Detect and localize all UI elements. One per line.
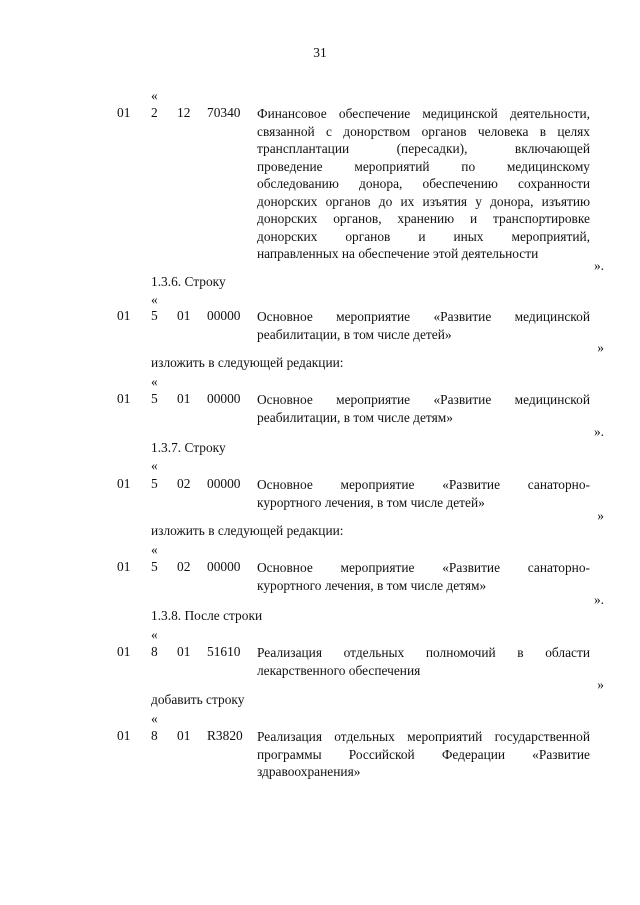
row-description — [257, 308, 590, 343]
description-line: донорских органов и иных мероприятий, — [257, 228, 590, 244]
code-subprogram: 01 — [177, 391, 191, 406]
description-line: связанной с донорством органов человека в целях — [257, 123, 590, 139]
description-line: Реализация отдельных мероприятий государственной — [257, 729, 590, 744]
open-quote: « — [151, 542, 158, 557]
close-quote: ». — [593, 258, 604, 273]
code-program: 2 — [151, 105, 158, 120]
code-program: 5 — [151, 559, 158, 574]
description-line: Основное мероприятие «Развитие санаторно- — [257, 477, 590, 492]
open-quote: « — [151, 711, 158, 726]
description-line: программы Российской Федерации «Развитие — [257, 746, 590, 762]
code-subprogram: 01 — [177, 308, 191, 323]
row-description — [257, 105, 590, 263]
edit-instruction: изложить в следующей редакции: — [151, 523, 344, 538]
code-subprogram: 02 — [177, 559, 191, 574]
open-quote: « — [151, 374, 158, 389]
code-direction: R3820 — [207, 728, 243, 743]
description-line: здравоохранения» — [257, 764, 361, 779]
description-line: Реализация отдельных полномочий в области — [257, 645, 590, 660]
code-direction: 00000 — [207, 391, 241, 406]
code-direction: 00000 — [207, 559, 241, 574]
item-heading: 1.3.6. Строку — [151, 274, 226, 289]
row-description — [257, 391, 590, 426]
item-heading: 1.3.7. Строку — [151, 440, 226, 455]
code-section: 01 — [117, 559, 131, 574]
description-line: реабилитации, в том числе детям» — [257, 409, 453, 425]
code-section: 01 — [117, 476, 131, 491]
open-quote: « — [151, 458, 158, 473]
close-quote: ». — [593, 592, 604, 607]
open-quote: « — [151, 627, 158, 642]
description-line: направленных на обеспечение этой деятельности — [257, 246, 539, 261]
code-section: 01 — [117, 308, 131, 323]
code-section: 01 — [117, 105, 131, 120]
description-line: Основное мероприятие «Развитие медицинской — [257, 309, 590, 324]
code-section: 01 — [117, 391, 131, 406]
close-quote: » — [597, 677, 604, 692]
description-line: Финансовое обеспечение медицинской деятельности, — [257, 106, 590, 121]
code-section: 01 — [117, 644, 131, 659]
open-quote: « — [151, 292, 158, 307]
description-line: курортного лечения, в том числе детям» — [257, 577, 487, 593]
description-line: обследованию донора, обеспечению сохранности — [257, 176, 590, 191]
code-program: 8 — [151, 644, 158, 659]
description-line: трансплантации (пересадки), включающей — [257, 141, 590, 156]
code-direction: 70340 — [207, 105, 241, 120]
code-subprogram: 02 — [177, 476, 191, 491]
description-line: курортного лечения, в том числе детей» — [257, 494, 485, 510]
row-description — [257, 476, 590, 511]
close-quote: ». — [593, 424, 604, 439]
description-line: донорских органов, хранению и транспортировке — [257, 211, 590, 226]
row-description — [257, 559, 590, 594]
description-line: Основное мероприятие «Развитие медицинской — [257, 392, 590, 407]
code-subprogram: 01 — [177, 728, 191, 743]
code-direction: 00000 — [207, 308, 241, 323]
code-subprogram: 01 — [177, 644, 191, 659]
code-direction: 51610 — [207, 644, 241, 659]
code-program: 5 — [151, 476, 158, 491]
description-line: донорских органов до их изъятия у донора, изъятию — [257, 193, 590, 209]
code-section: 01 — [117, 728, 131, 743]
open-quote: « — [151, 88, 158, 103]
close-quote: » — [597, 508, 604, 523]
page-number: 31 — [313, 45, 327, 60]
edit-instruction: добавить строку — [151, 692, 245, 707]
code-program: 5 — [151, 391, 158, 406]
code-subprogram: 12 — [177, 105, 191, 120]
edit-instruction: изложить в следующей редакции: — [151, 355, 344, 370]
description-line: реабилитации, в том числе детей» — [257, 326, 452, 342]
description-line: Основное мероприятие «Развитие санаторно- — [257, 560, 590, 575]
row-description — [257, 644, 590, 679]
code-program: 5 — [151, 308, 158, 323]
row-description — [257, 728, 590, 781]
code-program: 8 — [151, 728, 158, 743]
close-quote: » — [597, 340, 604, 355]
description-line: лекарственного обеспечения — [257, 662, 421, 678]
code-direction: 00000 — [207, 476, 241, 491]
item-heading: 1.3.8. После строки — [151, 608, 263, 623]
description-line: проведение мероприятий по медицинскому — [257, 158, 590, 174]
